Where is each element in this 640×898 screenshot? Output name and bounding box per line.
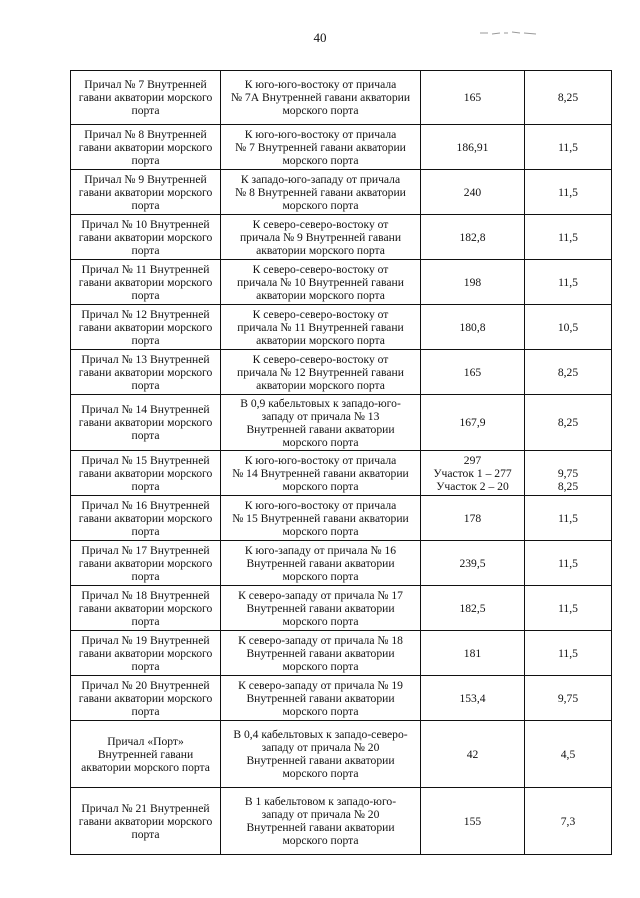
berth-location-cell <box>221 71 421 125</box>
berth-name-cell <box>71 305 221 350</box>
berth-location-cell <box>221 451 421 496</box>
berth-depth-cell <box>525 260 612 305</box>
berth-location-cell <box>221 260 421 305</box>
cell-line: Причал № 9 Внутренней <box>84 172 207 186</box>
cell-line: Внутренней гавани акватории <box>246 601 395 615</box>
berth-location-cell <box>221 170 421 215</box>
cell-line: гавани акватории морского <box>78 230 213 244</box>
table-row <box>71 305 612 350</box>
cell-line: Внутренней гавани акватории <box>246 556 395 570</box>
cell-line: Причал № 8 Внутренней <box>84 127 207 141</box>
cell-line: К северо-северо-востоку от <box>252 352 389 366</box>
cell-line: акватории морского порта <box>81 760 210 774</box>
cell-line: гавани акватории морского <box>78 91 213 104</box>
berth-depth-cell <box>525 788 612 855</box>
cell-line: 9,75 <box>557 691 579 705</box>
berth-length-cell <box>421 125 525 170</box>
table-row <box>71 350 612 395</box>
cell-line: 182,5 <box>459 601 486 615</box>
cell-line: № 7А Внутренней гавани акватории <box>230 91 411 104</box>
cell-line: Причал № 10 Внутренней <box>81 217 210 231</box>
berth-depth-cell <box>525 586 612 631</box>
berth-depth-cell <box>525 395 612 451</box>
cell-line: К юго-западу от причала № 16 <box>244 543 397 557</box>
cell-line: 180,8 <box>459 320 486 334</box>
cell-line: 11,5 <box>558 556 578 570</box>
cell-line: морского порта <box>282 659 359 673</box>
berth-location-cell <box>221 586 421 631</box>
table-row <box>71 260 612 305</box>
cell-line: 11,5 <box>558 185 578 199</box>
berth-name-cell <box>71 170 221 215</box>
cell-line: акватории морского порта <box>256 288 385 302</box>
cell-line: морского порта <box>282 614 359 628</box>
berth-depth-cell <box>525 350 612 395</box>
cell-line: порта <box>131 704 160 718</box>
berth-depth-cell <box>525 721 612 788</box>
berth-location-cell <box>221 676 421 721</box>
cell-line: 11,5 <box>558 140 578 154</box>
cell-line: порта <box>131 104 160 117</box>
berth-length-cell <box>421 350 525 395</box>
cell-line: порта <box>131 524 160 538</box>
berth-location-cell <box>221 721 421 788</box>
cell-line: Внутренней гавани <box>97 747 194 761</box>
berth-depth-cell <box>525 676 612 721</box>
page-number: 40 <box>313 30 327 45</box>
berth-length-cell <box>421 71 525 125</box>
cell-line: гавани акватории морского <box>78 140 213 154</box>
cell-line: 4,5 <box>560 747 576 761</box>
berth-length-cell <box>421 496 525 541</box>
berth-name-cell <box>71 676 221 721</box>
berth-length-cell <box>421 676 525 721</box>
cell-line: 167,9 <box>459 416 486 429</box>
cell-line: 8,25 <box>557 91 579 104</box>
cell-line: 240 <box>463 185 482 199</box>
cell-line: гавани акватории морского <box>78 646 213 660</box>
cell-line: В 0,4 кабельтовых к западо-северо- <box>233 728 408 741</box>
cell-line: порта <box>131 479 160 493</box>
cell-line: 8,25 <box>557 479 579 493</box>
berth-depth-cell <box>525 451 612 496</box>
berth-length-cell <box>421 170 525 215</box>
cell-line: 155 <box>463 814 482 828</box>
berth-location-cell <box>221 350 421 395</box>
cell-line: 7,3 <box>560 814 576 828</box>
berth-location-cell <box>221 395 421 451</box>
cell-line: порта <box>131 153 160 167</box>
berth-location-cell <box>221 496 421 541</box>
cell-line: Причал «Порт» <box>107 734 184 748</box>
cell-line: К юго-юго-востоку от причала <box>244 453 397 467</box>
cell-line: гавани акватории морского <box>78 185 213 199</box>
berth-depth-cell <box>525 71 612 125</box>
berth-name-cell <box>71 215 221 260</box>
berth-name-cell <box>71 350 221 395</box>
cell-line: К юго-юго-востоку от причала <box>244 78 397 91</box>
cell-line: К северо-западу от причала № 18 <box>238 633 403 647</box>
cell-line: гавани акватории морского <box>78 814 213 828</box>
cell-line: причала № 12 Внутренней гавани <box>237 365 404 379</box>
cell-line: 181 <box>463 646 482 660</box>
cell-line: 165 <box>463 91 482 104</box>
table-row <box>71 125 612 170</box>
table-row <box>71 395 612 451</box>
cell-line: Внутренней гавани акватории <box>246 422 395 436</box>
cell-line: морского порта <box>282 153 359 167</box>
berth-depth-cell <box>525 496 612 541</box>
table-row <box>71 496 612 541</box>
cell-line: гавани акватории морского <box>78 556 213 570</box>
cell-line: морского порта <box>282 104 359 117</box>
cell-line: 11,5 <box>558 646 578 660</box>
cell-line: В 0,9 кабельтовых к западо-юго- <box>240 396 401 410</box>
cell-line: причала № 10 Внутренней гавани <box>237 275 404 289</box>
cell-line: Внутренней гавани акватории <box>246 821 395 834</box>
berth-name-cell <box>71 71 221 125</box>
berth-name-cell <box>71 721 221 788</box>
berth-name-cell <box>71 586 221 631</box>
cell-line: К западо-юго-западу от причала <box>240 172 401 186</box>
cell-line: Внутренней гавани акватории <box>246 754 395 767</box>
cell-line: 11,5 <box>558 275 578 289</box>
cell-line: причала № 11 Внутренней гавани <box>237 320 404 334</box>
berth-length-cell <box>421 788 525 855</box>
cell-line: Причал № 15 Внутренней <box>81 453 210 467</box>
berth-length-cell <box>421 541 525 586</box>
cell-line: акватории морского порта <box>256 333 385 347</box>
cell-line: 153,4 <box>459 691 486 705</box>
cell-line: 9,75 <box>557 466 579 480</box>
cell-line: морского порта <box>282 435 359 449</box>
cell-line: морского порта <box>282 479 359 493</box>
berth-depth-cell <box>525 305 612 350</box>
cell-line: морского порта <box>282 569 359 583</box>
table-row <box>71 676 612 721</box>
berth-name-cell <box>71 260 221 305</box>
table-row <box>71 788 612 855</box>
berth-length-cell <box>421 721 525 788</box>
cell-line: 42 <box>466 747 479 761</box>
cell-line: гавани акватории морского <box>78 466 213 480</box>
cell-line: Причал № 7 Внутренней <box>84 78 207 91</box>
cell-line: Причал № 20 Внутренней <box>81 678 210 692</box>
berth-location-cell <box>221 541 421 586</box>
cell-line: гавани акватории морского <box>78 320 213 334</box>
cell-line: № 7 Внутренней гавани акватории <box>235 140 406 154</box>
cell-line: 182,8 <box>459 230 486 244</box>
berth-name-cell <box>71 451 221 496</box>
berth-depth-cell <box>525 125 612 170</box>
cell-line: Причал № 19 Внутренней <box>81 633 210 647</box>
berth-length-cell <box>421 215 525 260</box>
cell-line: морского порта <box>282 524 359 538</box>
cell-line: К северо-западу от причала № 19 <box>238 678 403 692</box>
cell-line: К северо-северо-востоку от <box>252 262 389 276</box>
berth-location-cell <box>221 788 421 855</box>
cell-line: порта <box>131 333 160 347</box>
cell-line: Причал № 16 Внутренней <box>81 498 210 512</box>
scan-mark <box>478 30 538 36</box>
berth-name-cell <box>71 395 221 451</box>
berth-location-cell <box>221 215 421 260</box>
cell-line: морского порта <box>282 198 359 212</box>
berth-depth-cell <box>525 541 612 586</box>
cell-line: Участок 2 – 20 <box>436 479 509 493</box>
cell-line: № 14 Внутренней гавани акватории <box>232 466 409 480</box>
cell-line: К юго-юго-востоку от причала <box>244 498 397 512</box>
berth-location-cell <box>221 631 421 676</box>
berth-length-cell <box>421 395 525 451</box>
cell-line: порта <box>131 827 160 841</box>
table-row <box>71 71 612 125</box>
cell-line: Участок 1 – 277 <box>433 466 512 480</box>
cell-line: 165 <box>463 365 482 379</box>
berth-table <box>70 70 612 855</box>
berth-length-cell <box>421 451 525 496</box>
cell-line: морского порта <box>282 834 359 847</box>
cell-line: Причал № 17 Внутренней <box>81 543 210 557</box>
cell-line: гавани акватории морского <box>78 275 213 289</box>
cell-line: 178 <box>463 511 482 525</box>
berth-location-cell <box>221 305 421 350</box>
cell-line: акватории морского порта <box>256 378 385 392</box>
cell-line: 11,5 <box>558 230 578 244</box>
cell-line: К северо-северо-востоку от <box>252 217 389 231</box>
cell-line: В 1 кабельтовом к западо-юго- <box>244 795 397 808</box>
cell-line: порта <box>131 569 160 583</box>
cell-line: гавани акватории морского <box>78 365 213 379</box>
cell-line: порта <box>131 614 160 628</box>
cell-line: порта <box>131 378 160 392</box>
table-row <box>71 541 612 586</box>
cell-line: К северо-западу от причала № 17 <box>238 588 403 602</box>
berth-name-cell <box>71 788 221 855</box>
berth-length-cell <box>421 305 525 350</box>
cell-line: гавани акватории морского <box>78 601 213 615</box>
table-row <box>71 631 612 676</box>
cell-line: Причал № 13 Внутренней <box>81 352 210 366</box>
cell-line: 297 <box>463 453 482 467</box>
table-row <box>71 721 612 788</box>
cell-line: порта <box>131 288 160 302</box>
cell-line: К юго-юго-востоку от причала <box>244 127 397 141</box>
cell-line: К северо-северо-востоку от <box>252 307 389 321</box>
cell-line: Причал № 11 Внутренней <box>81 262 210 276</box>
cell-line: порта <box>131 243 160 257</box>
cell-line: западу от причала № 13 <box>261 409 380 423</box>
berth-length-cell <box>421 631 525 676</box>
cell-line <box>526 454 610 467</box>
cell-line: 11,5 <box>558 601 578 615</box>
cell-line: гавани акватории морского <box>78 416 213 429</box>
berth-depth-cell <box>525 631 612 676</box>
cell-line: порта <box>131 659 160 673</box>
berth-location-cell <box>221 125 421 170</box>
table-row <box>71 215 612 260</box>
berth-table-body <box>71 71 612 855</box>
berth-depth-cell <box>525 170 612 215</box>
cell-line: 186,91 <box>456 140 489 154</box>
cell-line: порта <box>131 429 160 442</box>
cell-line: причала № 9 Внутренней гавани <box>239 230 402 244</box>
cell-line: Причал № 14 Внутренней <box>81 403 210 416</box>
cell-line: акватории морского порта <box>256 243 385 257</box>
table-row <box>71 586 612 631</box>
cell-line: морского порта <box>282 704 359 718</box>
cell-line: 198 <box>463 275 482 289</box>
cell-line: 10,5 <box>557 320 579 334</box>
berth-name-cell <box>71 541 221 586</box>
cell-line: 11,5 <box>558 511 578 525</box>
cell-line: 239,5 <box>459 556 486 570</box>
berth-depth-cell <box>525 215 612 260</box>
berth-length-cell <box>421 260 525 305</box>
cell-line: порта <box>131 198 160 212</box>
cell-line: морского порта <box>282 767 359 780</box>
berth-length-cell <box>421 586 525 631</box>
berth-name-cell <box>71 631 221 676</box>
cell-line: Внутренней гавани акватории <box>246 691 395 705</box>
table-row <box>71 170 612 215</box>
cell-line: гавани акватории морского <box>78 691 213 705</box>
berth-name-cell <box>71 496 221 541</box>
cell-line: 8,25 <box>557 416 579 429</box>
table-row <box>71 451 612 496</box>
cell-line: Причал № 21 Внутренней <box>81 801 210 815</box>
cell-line: Причал № 12 Внутренней <box>81 307 210 321</box>
cell-line: западу от причала № 20 <box>261 808 380 821</box>
cell-line: 8,25 <box>557 365 579 379</box>
cell-line: Внутренней гавани акватории <box>246 646 395 660</box>
berth-name-cell <box>71 125 221 170</box>
cell-line: западу от причала № 20 <box>261 741 380 754</box>
cell-line: № 8 Внутренней гавани акватории <box>235 185 406 199</box>
cell-line: № 15 Внутренней гавани акватории <box>232 511 409 525</box>
cell-line: гавани акватории морского <box>78 511 213 525</box>
cell-line: Причал № 18 Внутренней <box>81 588 210 602</box>
